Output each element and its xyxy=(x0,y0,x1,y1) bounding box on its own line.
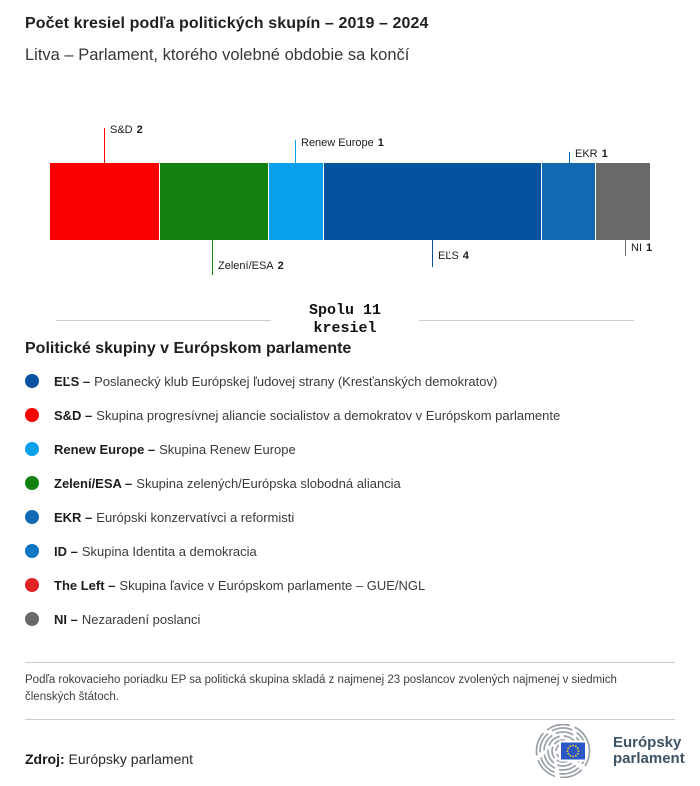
legend-group-description: Európski konzervatívci a reformisti xyxy=(96,509,295,525)
legend-group-description: Skupina Identita a demokracia xyxy=(81,543,257,559)
callout-line-renew-europe xyxy=(295,140,296,163)
source-label: Zdroj: xyxy=(25,751,65,767)
callout-seat-count: 2 xyxy=(277,260,284,272)
legend-item-the-left xyxy=(25,568,675,602)
callout-group-name: S&D xyxy=(110,124,133,136)
legend-color-dot xyxy=(25,510,39,524)
total-right-rule xyxy=(419,320,634,321)
legend-item-s-d xyxy=(25,398,675,432)
stacked-seats-bar xyxy=(50,163,650,240)
legend-group-name: EĽS – xyxy=(54,373,91,389)
legend-group-name: NI – xyxy=(54,611,78,627)
legend-group-description: Skupina Renew Europe xyxy=(159,441,296,457)
source-line xyxy=(25,751,193,767)
callout-group-name: Renew Europe xyxy=(301,137,374,149)
callout-line-zeleni-esa xyxy=(212,240,213,275)
page-title: Počet kresiel podľa politických skupín – 2019 – 2024 xyxy=(25,15,429,32)
callout-group-name: Zelení/ESA xyxy=(218,260,274,272)
divider xyxy=(25,662,675,663)
logo-wordmark xyxy=(613,735,685,767)
callout-line-els xyxy=(432,240,433,267)
legend-color-dot xyxy=(25,442,39,456)
callout-line-ni xyxy=(625,240,626,256)
legend-group-description: Skupina zelených/Európska slobodná aliancia xyxy=(136,475,401,491)
total-seats-line1: Spolu 11 xyxy=(308,302,381,319)
callout-seat-count: 1 xyxy=(646,242,653,254)
callout-seat-count: 2 xyxy=(136,124,143,136)
callout-group-name: NI xyxy=(631,242,642,254)
legend-list xyxy=(25,364,675,636)
callout-line-ekr xyxy=(569,152,570,163)
legend-color-dot xyxy=(25,408,39,422)
bar-segment-zeleni-esa xyxy=(159,163,268,240)
callout-group-name: EĽS xyxy=(438,250,459,262)
callout-label-ekr xyxy=(575,148,608,161)
callout-line-s-d xyxy=(104,128,105,163)
callout-label-zeleni-esa xyxy=(218,260,284,273)
legend-item-zeleni-esa xyxy=(25,466,675,500)
legend-color-dot xyxy=(25,544,39,558)
legend-group-name: Renew Europe – xyxy=(54,441,156,457)
legend-color-dot xyxy=(25,374,39,388)
legend-heading: Politické skupiny v Európskom parlamente xyxy=(25,340,352,357)
legend-group-name: Zelení/ESA – xyxy=(54,475,133,491)
bar-segment-s-d xyxy=(50,163,159,240)
total-left-rule xyxy=(56,320,271,321)
footnote: Podľa rokovacieho poriadku EP sa politická skupina skladá z najmenej 23 poslancov zvolených najmenej v siedmich členských štátoch. xyxy=(25,674,617,703)
legend-group-description: Skupina ľavice v Európskom parlamente – GUE/NGL xyxy=(119,577,426,593)
legend-group-name: The Left – xyxy=(54,577,116,593)
bar-segment-renew-europe xyxy=(268,163,323,240)
legend-group-name: ID – xyxy=(54,543,78,559)
legend-item-ni xyxy=(25,602,675,636)
callout-label-els xyxy=(438,250,469,263)
callout-label-ni xyxy=(631,242,652,255)
logo-text-line1: Európsky xyxy=(613,734,682,751)
european-parliament-logo xyxy=(528,724,685,778)
bar-segment-ni xyxy=(595,163,650,240)
legend-color-dot xyxy=(25,476,39,490)
divider xyxy=(25,719,675,720)
legend-item-renew-europe xyxy=(25,432,675,466)
legend-color-dot xyxy=(25,612,39,626)
total-seats-row xyxy=(56,302,634,338)
logo-text-line2: parlament xyxy=(613,750,685,767)
legend-color-dot xyxy=(25,578,39,592)
legend-group-description: Nezaradení poslanci xyxy=(81,611,201,627)
legend-group-name: S&D – xyxy=(54,407,93,423)
callout-seat-count: 1 xyxy=(601,148,608,160)
bar-segment-ekr xyxy=(541,163,596,240)
source-text: Európsky parlament xyxy=(68,751,194,767)
legend-item-ekr xyxy=(25,500,675,534)
legend-item-id xyxy=(25,534,675,568)
callout-seat-count: 4 xyxy=(462,250,469,262)
bar-segment-els xyxy=(323,163,541,240)
legend-group-description: Skupina progresívnej aliancie socialistov a demokratov v Európskom parlamente xyxy=(96,407,561,423)
callout-group-name: EKR xyxy=(575,148,598,160)
total-seats-label xyxy=(271,302,419,338)
page-subtitle: Litva – Parlament, ktorého volebné obdobie sa končí xyxy=(25,46,410,64)
hemicycle-eu-flag-icon xyxy=(528,724,606,778)
legend-item-els xyxy=(25,364,675,398)
callout-label-renew-europe xyxy=(301,137,384,150)
total-seats-line2: kresiel xyxy=(313,320,377,337)
legend-group-name: EKR – xyxy=(54,509,93,525)
callout-label-s-d xyxy=(110,124,143,137)
callout-seat-count: 1 xyxy=(377,137,384,149)
legend-group-description: Poslanecký klub Európskej ľudovej strany (Kresťanských demokratov) xyxy=(94,373,498,389)
